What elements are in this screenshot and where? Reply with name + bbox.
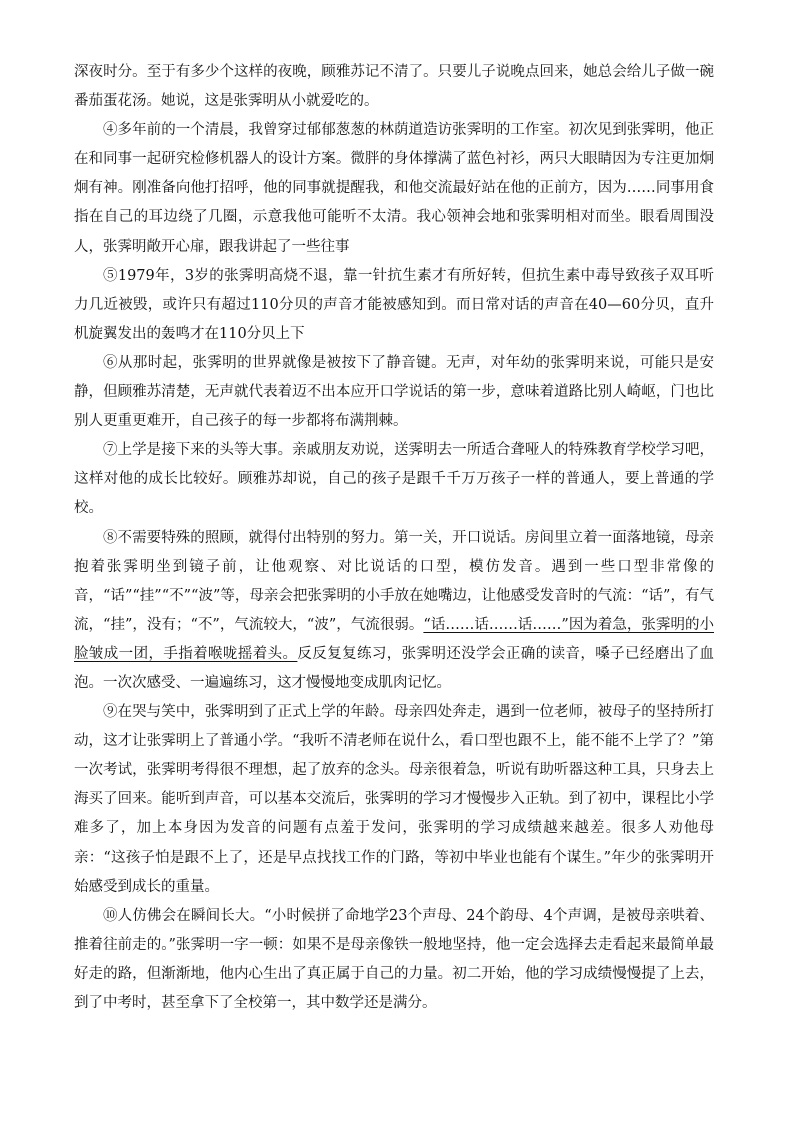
paragraph-text: ⑨在哭与笑中，张霁明到了正式上学的年龄。母亲四处奔走，遇到一位老师，被母子的坚持所打动，这才让张霁明上了普通小学。“我听不清老师在说什么，看口型也跟不上，能不能不上学了？”第一次考试，张霁明考得很不理想，起了放弃的念头。母亲很着急，听说有助听器这种工具，只身去上海买了回来。能听到声音，可以基本交流后，张霁明的学习才慢慢步入正轨。到了初中，课程比小学难多了，加上本身因为发音的问题有点羞于发问，张霁明的学习成绩越来越差。很多人劝他母亲：“这孩子怕是跟不上了，还是早点找找工作的门路，等初中毕业也能有个谋生。”年少的张霁明开始感受到成长的重量。 xyxy=(74,704,714,895)
paragraph-p8 xyxy=(74,524,714,699)
paragraph-p9 xyxy=(74,698,714,902)
underlined-sentence: “话……话……话……”因为着急，张霁明的小脸皱成一团，手指着喉咙摇着头。 xyxy=(74,616,714,662)
paragraph-text: 反反复复练习，张霁明还没学会正确的读音，嗓子已经磨出了血泡。一次次感受、一遍遍练习，这才慢慢地变成肌肉记忆。 xyxy=(74,645,715,691)
paragraph-text: ⑩人仿佛会在瞬间长大。“小时候拼了命地学23个声母、24个韵母、4个声调，是被母亲哄着、推着往前走的。”张霁明一字一顿：如果不是母亲像铁一般地坚持，他一定会选择去走看起来最简单最好走的路，但渐渐地，他内心生出了真正属于自己的力量。初二开始，他的学习成绩慢慢提了上去，到了中考时，甚至拿下了全校第一，其中数学还是满分。 xyxy=(74,907,714,1011)
paragraph-p4 xyxy=(74,116,714,261)
paragraph-p7 xyxy=(74,436,714,523)
paragraph-p5 xyxy=(74,262,714,349)
paragraph-text: ④多年前的一个清晨，我曾穿过郁郁葱葱的林荫道造访张霁明的工作室。初次见到张霁明，他正在和同事一起研究检修机器人的设计方案。微胖的身体撑满了蓝色衬衫，两只大眼睛因为专注更加炯炯有神。刚准备向他打招呼，他的同事就提醒我，和他交流最好站在他的正前方，因为……同事用食指在自己的耳边绕了几圈，示意我他可能听不太清。我心领神会地和张霁明相对而坐。眼看周围没人，张霁明敞开心扉，跟我讲起了一些往事 xyxy=(74,122,714,255)
paragraph-text: ⑦上学是接下来的头等大事。亲戚朋友劝说，送霁明去一所适合聋哑人的特殊教育学校学习吧，这样对他的成长比较好。顾雅苏却说，自己的孩子是跟千千万万孩子一样的普通人，要上普通的学校。 xyxy=(74,442,714,517)
paragraph-text: 深夜时分。至于有多少个这样的夜晚，顾雅苏记不清了。只要儿子说晚点回来，她总会给儿子做一碗番茄蛋花汤。她说，这是张霁明从小就爱吃的。 xyxy=(74,64,714,110)
paragraph-text: ⑥从那时起，张霁明的世界就像是被按下了静音键。无声，对年幼的张霁明来说，可能只是安静，但顾雅苏清楚，无声就代表着迈不出本应开口学说话的第一步，意味着道路比别人崎岖，门也比别人更重更难开，自己孩子的每一步都将布满荆棘。 xyxy=(74,354,714,430)
article-body xyxy=(74,58,714,1018)
paragraph-text: ⑤1979年，3岁的张霁明高烧不退，靠一针抗生素才有所好转，但抗生素中毒导致孩子双耳听力几近被毁，或许只有超过110分贝的声音才能被感知到。而日常对话的声音在40—60分贝，直升机旋翼发出的轰鸣才在110分贝上下 xyxy=(74,267,714,342)
paragraph-p10 xyxy=(74,902,714,1018)
paragraph-p6 xyxy=(74,349,714,436)
paragraph-text: ⑧不需要特殊的照顾，就得付出特别的努力。第一关，开口说话。房间里立着一面落地镜，母亲抱着张霁明坐到镜子前，让他观察、对比说话的口型，模仿发音。遇到一些口型非常像的音，“话”“挂”“不”“波”等，母亲会把张霁明的小手放在她嘴边，让他感受发音时的气流：“话”，有气流，“挂”，没有；“不”，气流较大，“波”，气流很弱。 xyxy=(74,529,714,633)
paragraph-p-cont xyxy=(74,58,714,116)
